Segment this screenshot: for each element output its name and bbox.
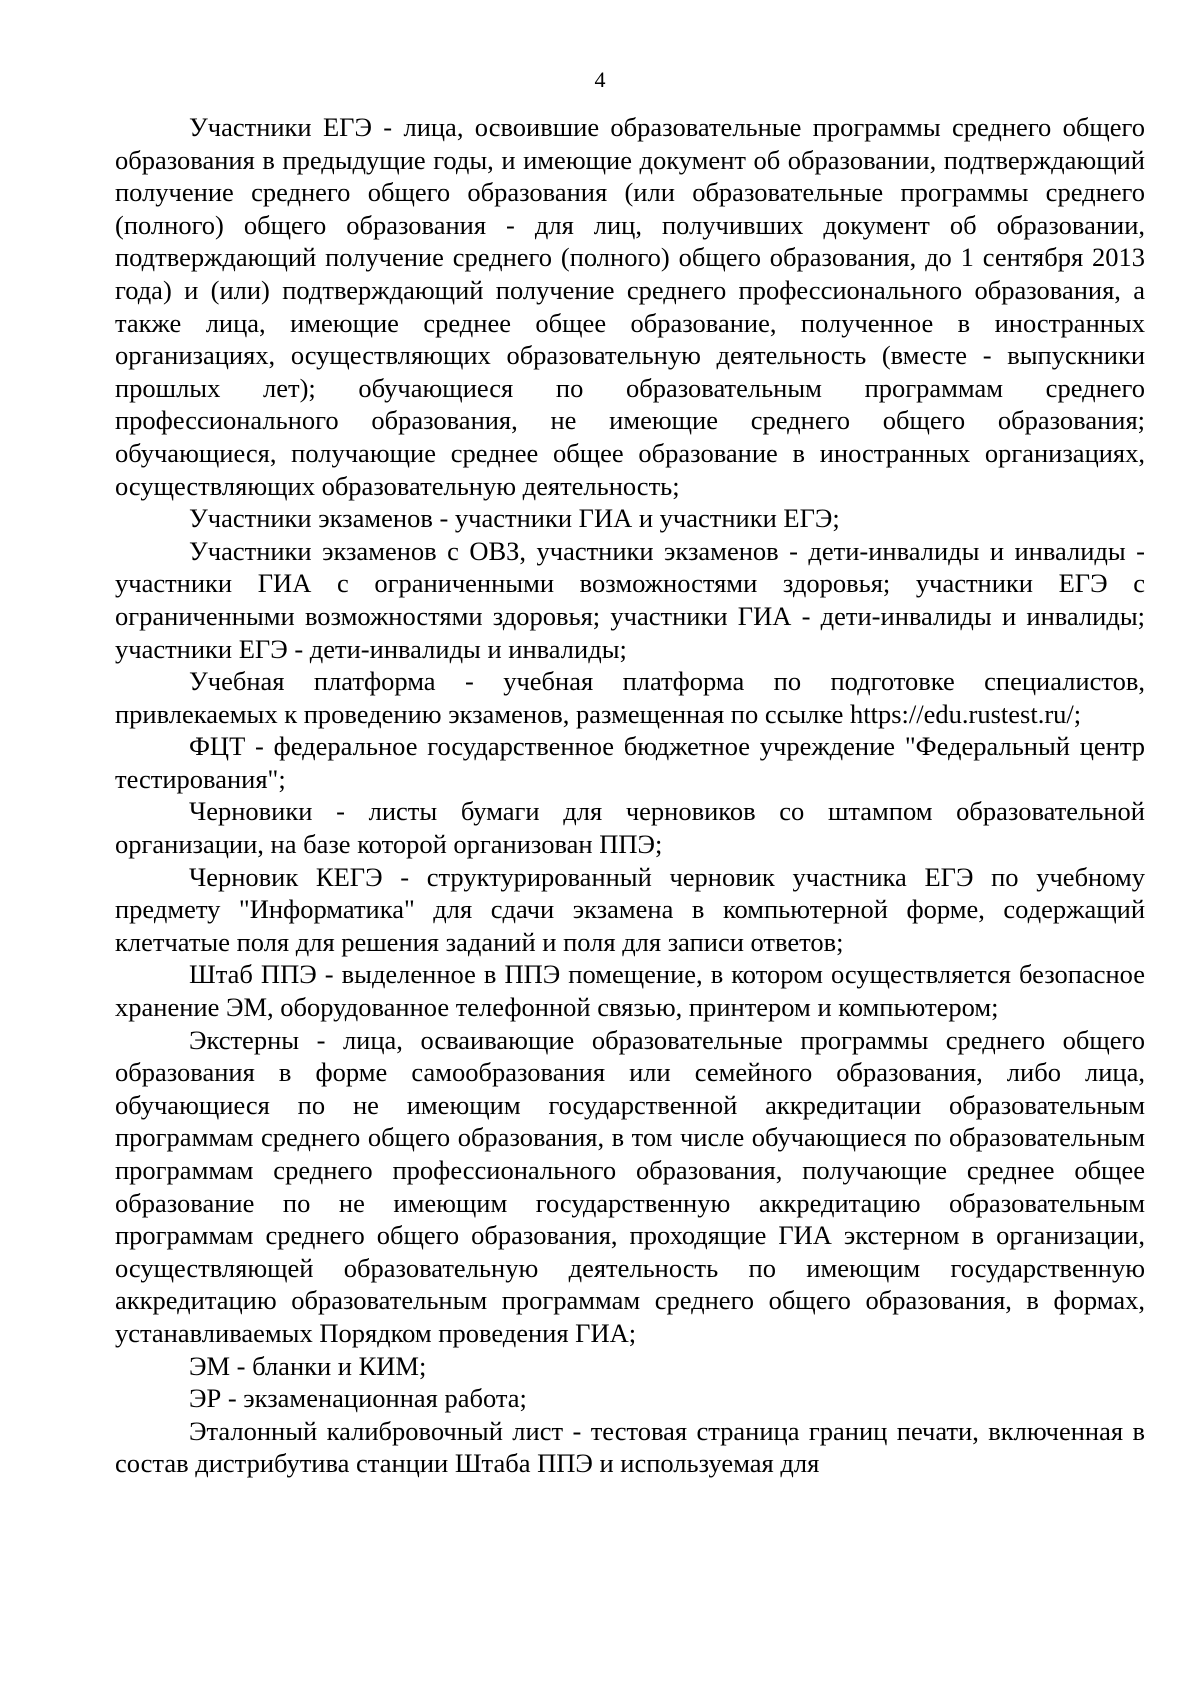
paragraph-fct: ФЦТ - федеральное государственное бюджетное учреждение "Федеральный центр тестирования"; [115,731,1145,794]
paragraph-shtab-ppe: Штаб ППЭ - выделенное в ППЭ помещение, в котором осуществляется безопасное хранение ЭМ, оборудованное телефонной связью, принтером и компьютером; [115,959,1145,1023]
page-number: 4 [594,67,606,92]
paragraph-uchebnaya-platforma: Учебная платформа - учебная платформа по подготовке специалистов, привлекаемых к проведению экзаменов, размещенная по ссылке https://edu.rustest.ru/; [115,666,1145,729]
paragraph-chernoviki: Черновики - листы бумаги для черновиков со штампом образовательной организации, на базе которой организован ППЭ; [115,796,1145,860]
paragraph-em: ЭМ - бланки и КИМ; [189,1350,427,1381]
paragraph-uchastniki-ovz: Участники экзаменов с ОВЗ, участники экзаменов - дети-инвалиды и инвалиды - участники ГИА с ограниченными возможностями здоровья; участники ЕГЭ с ограниченными возможностями здоровья; участники ГИА - дети-инвалиды и инвалиды; участники ЕГЭ - дети-инвалиды и инвалиды; [115,535,1145,664]
paragraph-uchastniki-ekzamenov: Участники экзаменов - участники ГИА и участники ЕГЭ; [189,503,840,534]
document-body [115,111,1145,1480]
paragraph-etalonnyi-list: Эталонный калибровочный лист - тестовая страница границ печати, включенная в состав дистрибутива станции Штаба ППЭ и используемая для [115,1415,1145,1479]
paragraph-uchastniki-ege: Участники ЕГЭ - лица, освоившие образовательные программы среднего общего образования в предыдущие годы, и имеющие документ об образовании, подтверждающий получение среднего общего образования (или образовательные программы среднего (полного) общего образования - для лиц, получивших документ об образовании, подтверждающий получение среднего (полного) общего образования, до 1 сентября 2013 года) и (или) подтверждающий получение среднего профессионального образования, а также лица, имеющие среднее общее образование, полученное в иностранных организациях, осуществляющих образовательную деятельность (вместе - выпускники прошлых лет); обучающиеся по образовательным программам среднего профессионального образования, не имеющие среднего общего образования; обучающиеся, получающие среднее общее образование в иностранных организациях, осуществляющих образовательную деятельность; [115,112,1145,501]
paragraph-eksterny: Экстерны - лица, осваивающие образовательные программы среднего общего образования в форме самообразования или семейного образования, либо лица, обучающиеся по не имеющим государственной аккредитации образовательным программам среднего общего образования, в том числе обучающиеся по образовательным программам среднего профессионального образования, получающие среднее общее образование по не имеющим государственную аккредитацию образовательным программам среднего общего образования, проходящие ГИА экстерном в организации, осуществляющей образовательную деятельность по имеющим государственную аккредитацию образовательным программам среднего общего образования, в формах, устанавливаемых Порядком проведения ГИА; [115,1024,1145,1348]
paragraph-chernovik-kege: Черновик КЕГЭ - структурированный черновик участника ЕГЭ по учебному предмету "Информатика" для сдачи экзамена в компьютерной форме, содержащий клетчатые поля для решения заданий и поля для записи ответов; [115,861,1145,957]
paragraph-er: ЭР - экзаменационная работа; [189,1383,527,1414]
